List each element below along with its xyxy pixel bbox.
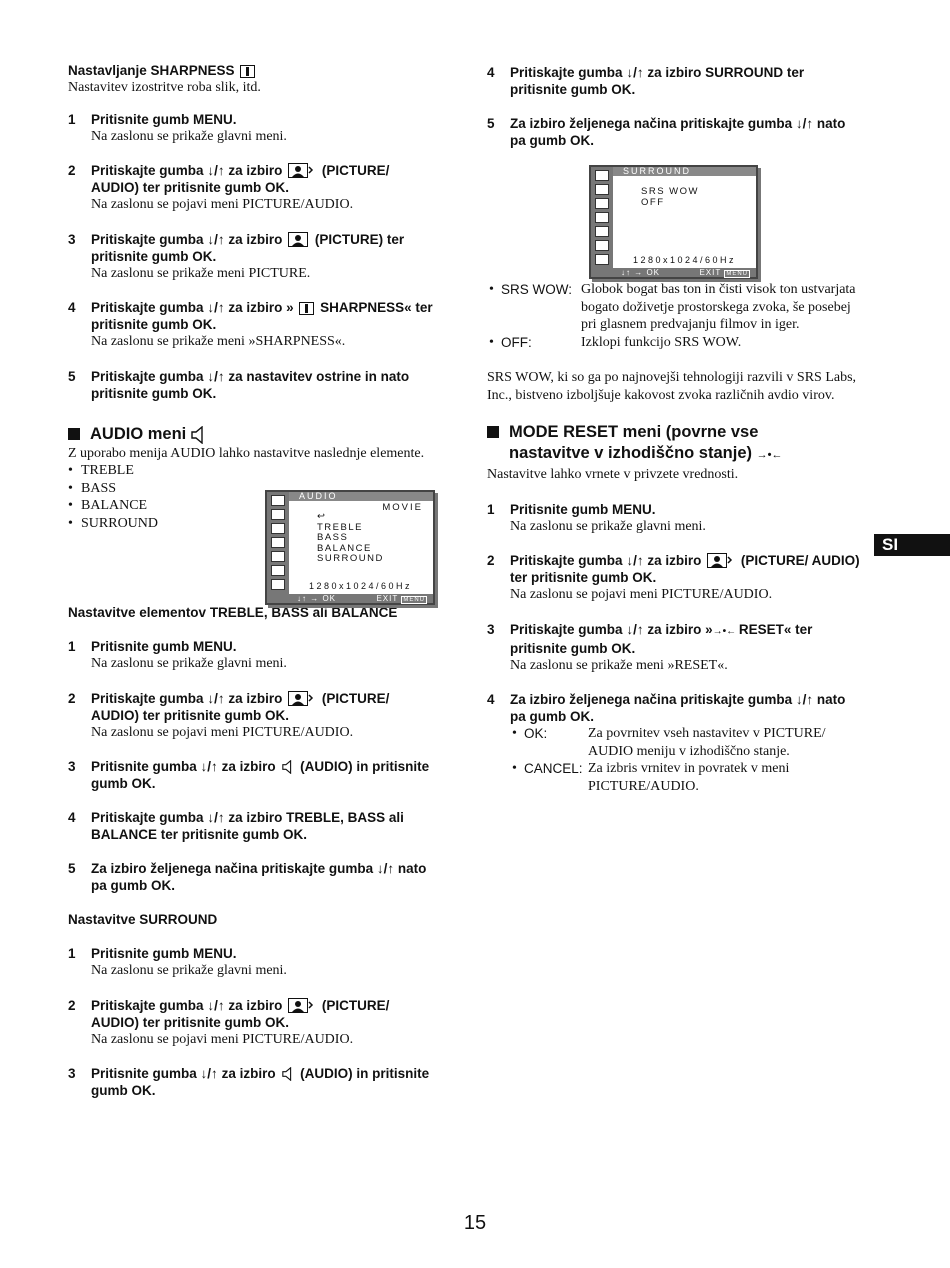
treble-step-3: 3 Pritisnite gumba ↓/↑ za izbiro (AUDIO) in pritisnite gumb OK. (68, 759, 430, 791)
osd-exit-label: EXIT (699, 268, 722, 277)
reset-step-2: 2 Pritiskajte gumba ↓/↑ za izbiro (PICTURE/ AUDIO) ter pritisnite gumb OK. Na zaslonu se pojavi meni PICTURE/AUDIO. (487, 553, 860, 602)
sharpness-step-4: 4 Pritiskajte gumba ↓/↑ za izbiro » SHARPNESS« ter pritisnite gumb OK. Na zaslonu se prikaže meni »SHARPNESS«. (68, 300, 433, 349)
treble-step-4: 4 Pritiskajte gumba ↓/↑ za izbiro TREBLE, BASS ali BALANCE ter pritisnite gumb OK. (68, 810, 404, 842)
sharpness-icon (299, 302, 314, 315)
audio-osd-menu (265, 490, 435, 605)
srs-note: SRS WOW, ki so ga po najnovejši tehnologiji razvili v SRS Labs, Inc., bistveno izboljšuje kakovost zvoka različnih avdio virov. (487, 370, 857, 403)
list-item: • OK: Za povrnitev vseh nastavitev v PICTURE/ AUDIO meniju v izhodiščno stanje. (510, 725, 862, 760)
language-tab: SI (874, 534, 950, 556)
osd-color-icon (271, 509, 285, 520)
down-up-arrows-icon: ↓/↑ (795, 116, 814, 131)
list-item: • SRS WOW: Globok bogat bas ton in čisti visok ton ustvarjata bogato doživetje prostorskega zvoka, še posebej pri glasnem predvajanju filmov in iger. (487, 281, 862, 334)
picture-icon (288, 232, 309, 247)
surround-step-2: 2 Pritiskajte gumba ↓/↑ za izbiro (PICTURE/ AUDIO) ter pritisnite gumb OK. Na zaslonu se pojavi meni PICTURE/AUDIO. (68, 997, 390, 1047)
down-up-arrows-icon: ↓/↑ (207, 997, 225, 1013)
surround-step-3: 3 Pritisnite gumba ↓/↑ za izbiro (AUDIO) in pritisnite gumb OK. (68, 1066, 430, 1098)
osd-item: SURROUND (317, 553, 384, 564)
reset-step-4: 4 Za izbiro željenega načina pritiskajte gumba ↓/↑ nato pa gumb OK. • OK: Za povrnitev vseh nastavitev v PICTURE/ AUDIO meniju v izhodiščno stanje. • CANCEL: Za izbris vrnitev in povratek v meni PICTURE/AUDIO. (487, 691, 862, 795)
osd-position-icon (271, 537, 285, 548)
reset-section-title: MODE RESET meni (povrne vse nastavitve v izhodiščno stanje) →•← (487, 422, 862, 466)
osd-tab-label: SURROUND (613, 167, 756, 176)
down-up-arrows-icon: ↓/↑ (207, 690, 225, 706)
down-up-arrows-icon: ↓/↑ (207, 810, 225, 825)
surround-step-5: 5 Za izbiro željenega načina pritiskajte gumba ↓/↑ nato pa gumb OK. (487, 116, 846, 148)
audio-intro: Z uporabo menija AUDIO lahko nastavitve naslednje elemente. (68, 445, 425, 461)
list-item: • BALANCE (68, 497, 440, 515)
osd-item: TREBLE (317, 521, 363, 533)
surround-step-4: 4 Pritiskajte gumba ↓/↑ za izbiro SURROUND ter pritisnite gumb OK. (487, 65, 805, 97)
list-item: • SURROUND (68, 515, 440, 533)
sharpness-step-5: 5 Pritiskajte gumba ↓/↑ za nastavitev ostrine in nato pritisnite gumb OK. (68, 368, 410, 401)
speaker-icon (281, 1067, 294, 1081)
down-up-arrows-icon: ↓/↑ (376, 861, 395, 876)
down-up-arrows-icon: ↓/↑ (200, 759, 218, 774)
treble-step-2: 2 Pritiskajte gumba ↓/↑ za izbiro (PICTURE/ AUDIO) ter pritisnite gumb OK. Na zaslonu se pojavi meni PICTURE/AUDIO. (68, 690, 390, 740)
picture-audio-icon (707, 553, 735, 568)
sharpness-step-3: 3 Pritiskajte gumba ↓/↑ za izbiro (PICTURE) ter pritisnite gumb OK. Na zaslonu se prikaže meni PICTURE. (68, 231, 405, 281)
list-item: • CANCEL: Za izbris vrnitev in povratek v meni PICTURE/AUDIO. (510, 760, 862, 795)
osd-item: BALANCE (317, 542, 372, 554)
osd-picture-audio-icon (595, 170, 609, 181)
osd-position-icon (595, 212, 609, 223)
section-square-icon (68, 428, 80, 440)
reset-step-1: 1 Pritisnite gumb MENU. Na zaslonu se prikaže glavni meni. (487, 501, 706, 534)
reset-step-3: 3 Pritiskajte gumba ↓/↑ za izbiro »→•← RESET« ter pritisnite gumb OK. Na zaslonu se prikaže meni »RESET«. (487, 621, 813, 673)
down-up-arrows-icon: ↓/↑ (207, 368, 225, 384)
osd-return-icon: ↩ (317, 511, 327, 522)
sharpness-icon (240, 65, 255, 78)
osd-reset-icon (595, 240, 609, 251)
sharpness-intro: Nastavitev izostritve roba slik, itd. (68, 80, 261, 95)
osd-tab-label: AUDIO (289, 492, 433, 501)
down-up-arrows-icon: ↓/↑ (626, 621, 644, 637)
down-up-arrows-icon: ↓/↑ (795, 692, 814, 707)
osd-resolution: 1280x1024/60Hz (633, 255, 737, 265)
osd-menu-label: MENU (726, 271, 748, 277)
picture-audio-icon (288, 691, 316, 706)
down-up-arrows-icon: ↓/↑ (207, 300, 225, 315)
down-up-arrows-icon: ↓/↑ (207, 163, 225, 178)
down-up-arrows-icon: ↓/↑ (626, 65, 644, 80)
picture-audio-icon (288, 998, 316, 1013)
osd-arrows-icon: ↓↑ → (621, 268, 647, 277)
osd-menu-label: MENU (403, 597, 425, 603)
reset-intro: Nastavitve lahko vrnete v privzete vrednosti. (487, 467, 739, 482)
reset-option-list (510, 725, 862, 795)
osd-size-icon (595, 198, 609, 209)
page-number: 15 (463, 1212, 487, 1234)
surround-heading: Nastavitve SURROUND (68, 912, 218, 927)
down-up-arrows-icon: ↓/↑ (626, 553, 644, 568)
treble-step-5: 5 Za izbiro željenega načina pritiskajte gumba ↓/↑ nato pa gumb OK. (68, 861, 427, 893)
osd-bottom-bar (613, 268, 756, 277)
treble-heading: Nastavitve elementov TREBLE, BASS ali BALANCE (68, 605, 398, 620)
sharpness-step-1: 1 Pritisnite gumb MENU. Na zaslonu se prikaže glavni meni. (68, 111, 287, 144)
picture-audio-icon (288, 163, 316, 178)
osd-item: OFF (641, 196, 665, 208)
reset-icon: →•← (712, 625, 739, 637)
speaker-icon (190, 426, 206, 444)
surround-step-1: 1 Pritisnite gumb MENU. Na zaslonu se prikaže glavni meni. (68, 946, 287, 978)
osd-reset-icon (271, 565, 285, 576)
reset-icon: →•← (756, 449, 783, 461)
osd-item: SRS WOW (641, 186, 699, 197)
surround-osd-menu (589, 165, 758, 279)
down-up-arrows-icon: ↓/↑ (207, 231, 225, 247)
speaker-icon (281, 760, 294, 774)
list-item: • TREBLE (68, 462, 440, 480)
down-up-arrows-icon: ↓/↑ (200, 1066, 218, 1081)
osd-picture-audio-icon (271, 495, 285, 506)
audio-section-title: AUDIO meni (68, 424, 440, 445)
osd-ok-label: OK (646, 268, 661, 277)
osd-arrows-icon: ↓↑ → (297, 594, 323, 603)
osd-sidebar (591, 167, 613, 277)
osd-item-list (641, 187, 699, 208)
osd-auto-icon (595, 226, 609, 237)
osd-lock-icon (271, 579, 285, 590)
treble-step-1: 1 Pritisnite gumb MENU. Na zaslonu se prikaže glavni meni. (68, 639, 287, 671)
sharpness-step-2: 2 Pritiskajte gumba ↓/↑ za izbiro (PICTURE/ AUDIO) ter pritisnite gumb OK. Na zaslonu se pojavi meni PICTURE/AUDIO. (68, 163, 390, 212)
osd-color-icon (595, 184, 609, 195)
list-item: • BASS (68, 480, 440, 498)
osd-mode-label: MOVIE (382, 502, 423, 513)
osd-item-list (317, 512, 384, 565)
sharpness-heading: Nastavljanje SHARPNESS (68, 62, 440, 79)
osd-auto-icon (271, 551, 285, 562)
osd-resolution: 1280x1024/60Hz (309, 581, 413, 591)
osd-item: BASS (317, 532, 349, 543)
osd-bottom-bar (289, 594, 433, 603)
osd-sidebar (267, 492, 289, 603)
osd-ok-label: OK (322, 594, 337, 603)
section-square-icon (487, 426, 499, 438)
osd-lock-icon (595, 254, 609, 265)
osd-size-icon (271, 523, 285, 534)
osd-exit-label: EXIT (376, 594, 399, 603)
surround-option-list (487, 281, 862, 351)
list-item: • OFF: Izklopi funkcijo SRS WOW. (487, 334, 862, 352)
